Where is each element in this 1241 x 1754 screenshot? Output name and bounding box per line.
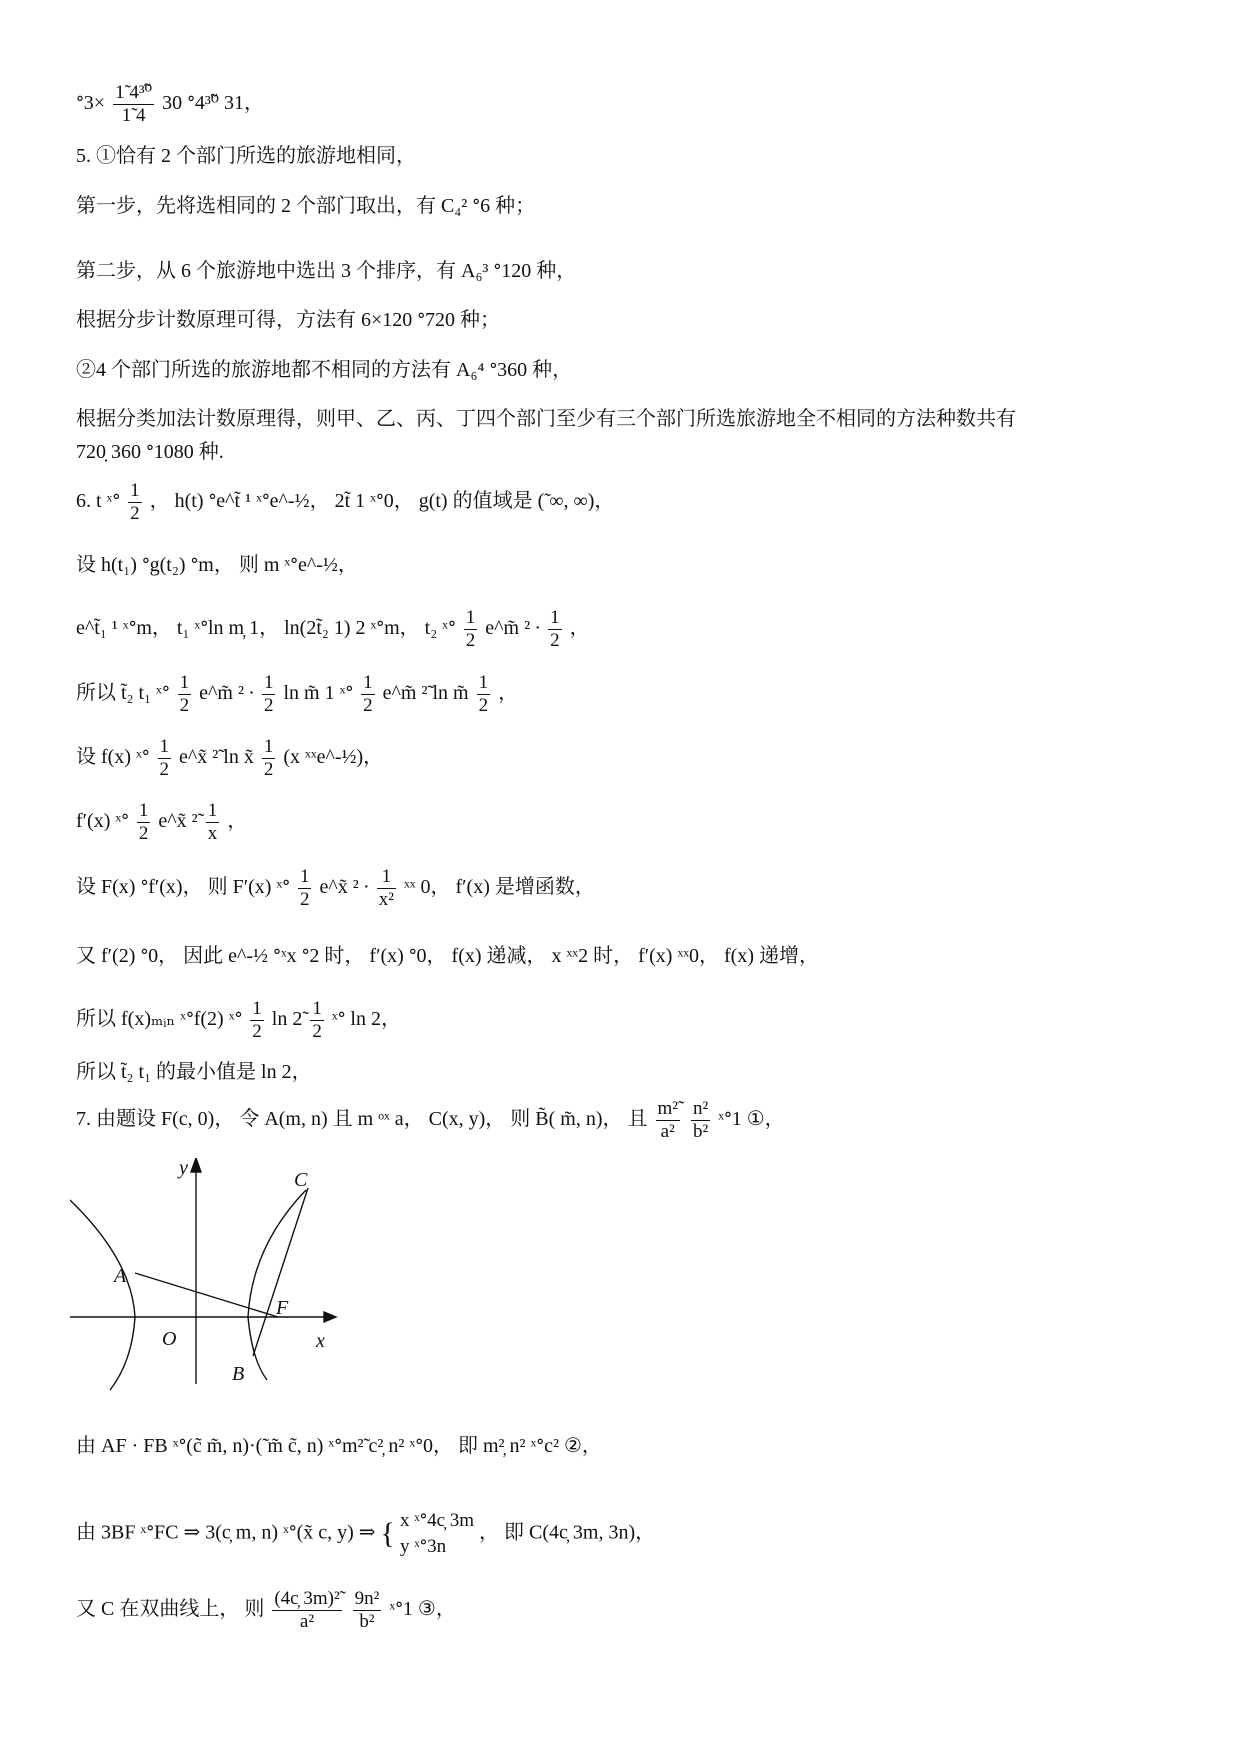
line-15: 设 F(x) ᐤf′(x)， 则 F′(x) ˣᐤ $\frac{1}{2}$ e^x̃ ² ∙ $\frac{1}{\text{x²}}$ ˣˣ 0， f′(x) 是增函数， — [76, 866, 595, 910]
label-c: C — [294, 1169, 308, 1191]
line-3: 第一步，先将选相同的 2 个部门取出，有 C₄² ᐤ6 种； — [76, 195, 536, 217]
line-1 — [76, 82, 264, 127]
x-axis-arrow — [324, 1312, 336, 1322]
left-branch — [70, 1200, 135, 1390]
equation-system: x ˣᐤ4c̦ 3m y ˣᐤ3n — [399, 1510, 475, 1557]
segment-cb — [253, 1188, 308, 1356]
line-18: 所以 t̃₂ t₁ 的最小值是 ln 2， — [76, 1061, 312, 1083]
line-4: 第二步，从 6 个旅游地中选出 3 个排序，有 A₆³ ᐤ120 种， — [76, 260, 577, 282]
line-20: 由 AF · FB ˣᐤ(c̃ m̃, n)·(̃ m̃ c̃, n) ˣᐤm²̃ c²̦ n² ˣᐤ0， 即 m²̦ n² ˣᐤc² ②， — [76, 1435, 602, 1457]
line-16: 又 f′(2) ᐤ0， 因此 e^-½ ᐤˣx ᐤ2 时， f′(x) ᐤ0， f(x) 递减， x ˣˣ2 时， f′(x) ˣˣ0， f(x) 递增， — [76, 945, 819, 967]
line-9: 6. t ˣᐤ $\frac{1}{2}$ ， h(t) ᐤe^t̃ ¹ ˣᐤe^-½， 2t̃ 1 ˣᐤ0， g(t) 的值域是 (̃ ∞, ∞)， — [76, 480, 615, 524]
label-f: F — [276, 1297, 289, 1319]
label-o: O — [162, 1328, 177, 1350]
line-10: 设 h(t₁) ᐤg(t₂) ᐤm， 则 m ˣᐤe^-½， — [76, 554, 358, 576]
line-22: 又 C 在双曲线上， 则 $\frac{\text{(4c̦ 3m)²̃}}{\text{a²}}$ $\frac{\text{9n²}}{\text{b²}}$ ˣᐤ1 ③， — [76, 1588, 456, 1632]
line-13: 设 f(x) ˣᐤ $\frac{1}{2}$ e^x̃ ²̃ ln x̃ $\frac{1}{2}$ (x ˣˣe^-½)， — [76, 736, 384, 780]
line-11: e^t̃₁ ¹ ˣᐤm， t₁ ˣᐤln m̦ 1， ln(2t̃₂ 1) 2 ˣᐤm， t₂ ˣᐤ $\frac{1}{2}$ e^m̃ ² ∙ $\frac{1}{2}$ ， — [76, 607, 590, 651]
y-axis-arrow — [191, 1158, 201, 1172]
label-y: y — [179, 1158, 188, 1179]
line-17: 所以 f(x)ₘᵢₙ ˣᐤf(2) ˣᐤ $\frac{1}{2}$ ln 2̃ $\frac{1}{2}$ ˣᐤ ln 2， — [76, 998, 401, 1042]
line-21: 由 3BF ˣᐤFC ⇒ 3(c̦ m, n) ˣᐤ(x̃ c, y) ⇒ { x ˣᐤ4c̦ 3m y ˣᐤ3n ， 即 C(4c̦ 3m, 3n)， — [76, 1508, 655, 1560]
hyperbola-figure — [70, 1158, 340, 1393]
label-b: B — [232, 1363, 245, 1385]
text: ᐤ3× — [76, 92, 106, 115]
fraction: $\frac{\text{1̃ 4³⁰̃}}{1̃ 4}$ — [115, 82, 153, 126]
line-19: 7. 由题设 F(c, 0)， 令 A(m, n) 且 m ᵒˣ a， C(x, y)， 则 B̃( m̃, n)， 且 $\frac{\text{m²̃}}{\text{a²}}$ $\frac{\text{n²}}{\text{b²}}$ ˣᐤ1 ①， — [76, 1098, 785, 1142]
text: 30 ᐤ4³⁰̃ 31， — [162, 92, 264, 115]
fraction: $\frac{1}{2}$ — [130, 480, 140, 524]
segment-af — [135, 1273, 278, 1317]
line-5: 根据分步计数原理可得，方法有 6×120 ᐤ720 种； — [76, 309, 501, 331]
line-8: 720̣ 360 ᐤ1080 种. — [76, 441, 224, 463]
line-7: 根据分类加法计数原理得，则甲、乙、丙、丁四个部门至少有三个部门所选旅游地全不相同的方法种数共有 — [76, 408, 1016, 430]
line-2: 5. ①恰有 2 个部门所选的旅游地相同， — [76, 145, 416, 167]
line-6: ②4 个部门所选的旅游地都不相同的方法有 A₆⁴ ᐤ360 种， — [76, 359, 573, 381]
line-12: 所以 t̃₂ t₁ ˣᐤ $\frac{1}{2}$ e^m̃ ² ∙ $\frac{1}{2}$ ln m̃ 1 ˣᐤ $\frac{1}{2}$ e^m̃ ²̃ ln m̃ $\frac{1}{2}$ ， — [76, 672, 519, 716]
label-a: A — [114, 1265, 127, 1287]
line-14: f′(x) ˣᐤ $\frac{1}{2}$ e^x̃ ²̃ $\frac{1}{x}$ ， — [76, 800, 248, 844]
label-x: x — [316, 1330, 325, 1352]
